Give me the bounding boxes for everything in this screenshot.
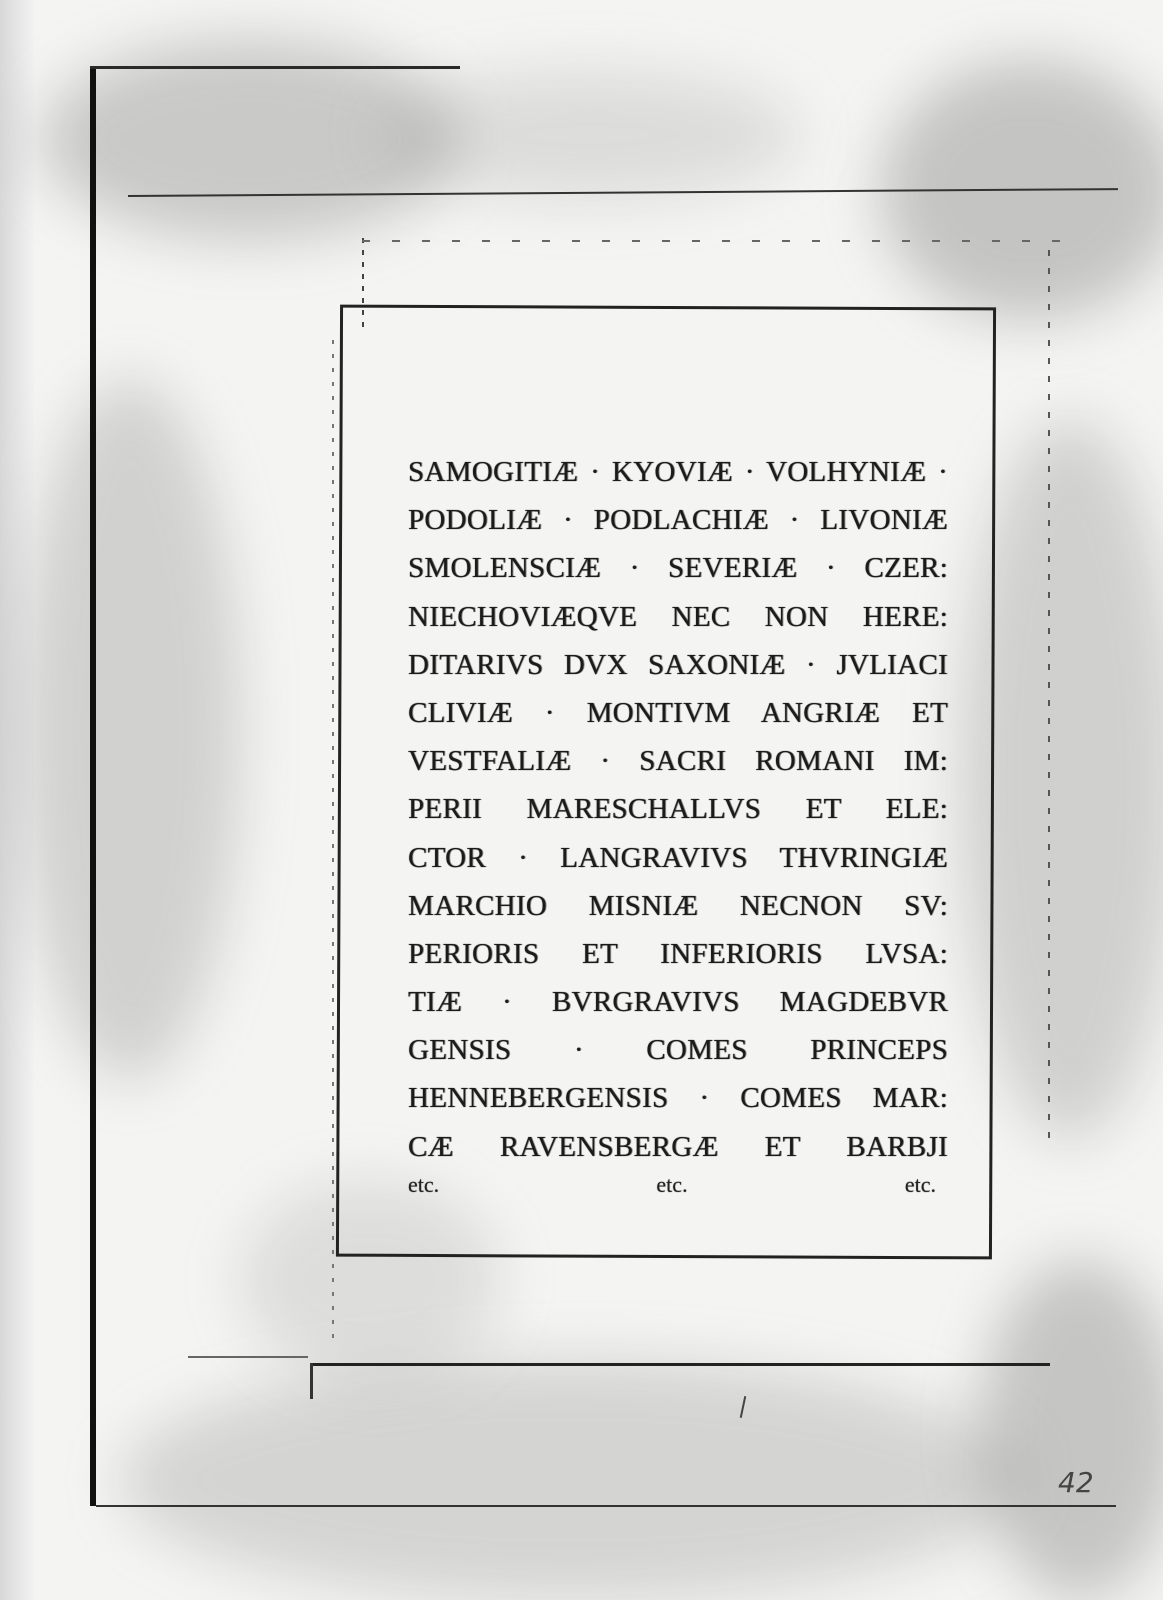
inscription-line: TIÆ · BVRGRAVIVS MAGDEBVR xyxy=(408,986,948,1019)
inscription-line: GENSIS · COMES PRINCEPS xyxy=(408,1034,948,1067)
dotted-right-rule xyxy=(1048,250,1050,1150)
photocopy-smudge xyxy=(380,70,800,200)
frame-tick-mark xyxy=(310,1363,313,1399)
etc-row xyxy=(408,1172,936,1198)
photocopy-smudge xyxy=(20,380,240,1080)
inscription-text xyxy=(408,448,948,1171)
photocopy-smudge xyxy=(980,1260,1163,1600)
inscription-line: CÆ RAVENSBERGÆ ET BARBJI xyxy=(408,1130,948,1163)
etc-label: etc. xyxy=(656,1172,688,1197)
inscription-line: SAMOGITIÆ · KYOVIÆ · VOLHYNIÆ · xyxy=(408,456,948,488)
inscription-line: PODOLIÆ · PODLACHIÆ · LIVONIÆ xyxy=(408,504,948,537)
inscription-line: CLIVIÆ · MONTIVM ANGRIÆ ET xyxy=(408,696,948,729)
photocopy-smudge xyxy=(120,1360,1020,1600)
dotted-top-rule xyxy=(362,240,1062,242)
inscription-line: MARCHIO MISNIÆ NECNON SV: xyxy=(408,889,948,922)
inscription-line: DITARIVS DVX SAXONIÆ · JVLIACI xyxy=(408,648,948,681)
frame-top-rule xyxy=(90,66,460,69)
inscription-line: CTOR · LANGRAVIVS THVRINGIÆ xyxy=(408,841,948,874)
dotted-left-rule xyxy=(332,340,334,1340)
inscription-line: VESTFALIÆ · SACRI ROMANI IM: xyxy=(408,745,948,778)
etc-label: etc. xyxy=(408,1172,440,1197)
frame-base-rule xyxy=(96,1505,1116,1507)
frame-lower-rule xyxy=(310,1363,1050,1366)
inscription-line: PERIORIS ET INFERIORIS LVSA: xyxy=(408,937,948,970)
page-number: 42 xyxy=(1058,1466,1094,1499)
etc-label: etc. xyxy=(904,1172,936,1197)
inscription-line: SMOLENSCIÆ · SEVERIÆ · CZER: xyxy=(408,552,948,585)
inscription-line: HENNEBERGENSIS · COMES MAR: xyxy=(408,1082,948,1115)
inscription-line: NIECHOVIÆQVE NEC NON HERE: xyxy=(408,600,948,633)
frame-left-rule xyxy=(90,66,96,1506)
frame-lower-rule-faint xyxy=(188,1356,308,1358)
inscription-line: PERII MARESCHALLVS ET ELE: xyxy=(408,793,948,826)
